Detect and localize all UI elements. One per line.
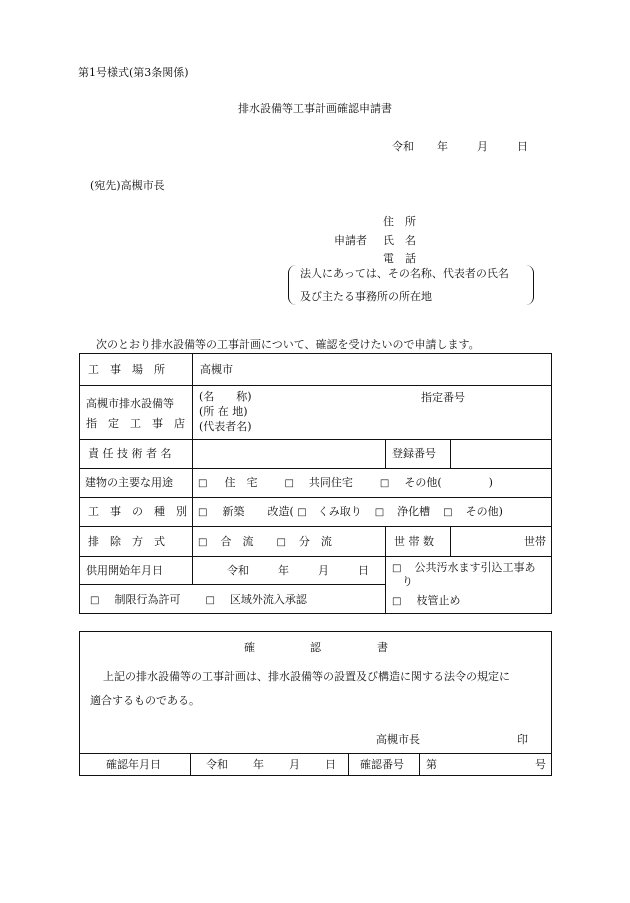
drainage-method-label: 排 除 方 式 bbox=[88, 535, 165, 548]
building-use-options bbox=[198, 476, 493, 491]
checkbox-pit-removal[interactable]: □ bbox=[297, 507, 307, 518]
option-septic-tank: 浄化槽 bbox=[397, 505, 431, 518]
application-date bbox=[392, 140, 528, 154]
public-sewer-line1: 公共汚水ます引込工事あ bbox=[414, 561, 536, 574]
checkbox-apartment[interactable]: □ bbox=[284, 478, 294, 489]
confirm-year: 年 bbox=[253, 758, 264, 771]
contractor-label-line2: 指 定 工 事 店 bbox=[86, 417, 185, 430]
confirm-month: 月 bbox=[289, 758, 300, 771]
confirmation-body-line2: 適合するものである。 bbox=[90, 694, 200, 707]
contractor-rep-field: (代表者名) bbox=[199, 420, 252, 433]
confirmation-title-char1: 確 bbox=[244, 641, 255, 654]
applicant-phone-label: 電 話 bbox=[383, 252, 416, 265]
work-kind-label: 工 事 の 種 別 bbox=[88, 505, 187, 518]
corporate-note-line1: 法人にあっては、その名称、代表者の氏名 bbox=[300, 267, 509, 280]
permits-options bbox=[90, 593, 307, 608]
start-year: 年 bbox=[278, 564, 289, 577]
start-month: 月 bbox=[318, 564, 329, 577]
confirmation-box bbox=[79, 631, 552, 776]
confirm-day: 日 bbox=[325, 758, 336, 771]
drainage-method-options bbox=[198, 535, 332, 550]
service-start-label: 供用開始年月日 bbox=[86, 564, 163, 577]
start-day: 日 bbox=[358, 564, 369, 577]
confirmation-number-label: 確認番号 bbox=[360, 758, 404, 771]
site-label: 工 事 場 所 bbox=[88, 363, 165, 376]
start-era: 令和 bbox=[227, 564, 249, 577]
households-unit: 世帯 bbox=[524, 535, 546, 548]
addressee: (宛先)高槻市長 bbox=[90, 179, 165, 192]
registration-number-label: 登録番号 bbox=[392, 447, 436, 460]
document-title: 排水設備等工事計画確認申請書 bbox=[238, 102, 392, 115]
checkbox-other-use[interactable]: □ bbox=[379, 478, 390, 489]
applicant-address-label: 住 所 bbox=[383, 215, 416, 228]
checkbox-separate[interactable]: □ bbox=[276, 537, 286, 548]
option-remodel: 改造( bbox=[267, 505, 294, 518]
checkbox-other-work[interactable]: □ bbox=[443, 507, 453, 518]
checkbox-house[interactable]: □ bbox=[198, 478, 208, 489]
intro-text: 次のとおり排水設備等の工事計画について、確認を受けたいので申請します。 bbox=[96, 338, 480, 351]
confirm-era: 令和 bbox=[206, 758, 228, 771]
service-start-date bbox=[227, 564, 369, 578]
option-branch-stop: 枝管止め bbox=[416, 594, 461, 607]
checkbox-septic-tank[interactable]: □ bbox=[374, 507, 385, 518]
work-kind-options bbox=[198, 505, 503, 520]
checkbox-branch-stop[interactable]: □ bbox=[392, 596, 402, 607]
option-new-build: 新築 bbox=[222, 505, 245, 518]
confirmation-number-suffix: 号 bbox=[535, 758, 546, 771]
checkbox-public-sewer[interactable]: □ bbox=[392, 563, 402, 574]
checkbox-outside-inflow[interactable]: □ bbox=[205, 595, 215, 606]
checkbox-new-build[interactable]: □ bbox=[198, 507, 208, 518]
contractor-label-line1: 高槻市排水設備等 bbox=[86, 397, 174, 410]
date-month: 月 bbox=[477, 140, 488, 153]
contractor-address-field: (所 在 地) bbox=[199, 405, 248, 418]
site-value: 高槻市 bbox=[200, 363, 233, 376]
option-apartment: 共同住宅 bbox=[308, 476, 353, 489]
application-table bbox=[79, 353, 552, 614]
confirmation-number-prefix: 第 bbox=[426, 758, 437, 771]
date-year: 年 bbox=[437, 140, 448, 153]
applicant-prefix: 申請者 bbox=[334, 234, 367, 247]
checkbox-restriction-permit[interactable]: □ bbox=[90, 595, 100, 606]
option-combined: 合 流 bbox=[220, 535, 254, 548]
contractor-name-field: (名 称) bbox=[199, 390, 252, 403]
designation-number-label: 指定番号 bbox=[421, 391, 465, 404]
option-other-use-close: ) bbox=[488, 476, 493, 489]
option-other-work: その他) bbox=[465, 505, 503, 518]
checkbox-combined[interactable]: □ bbox=[198, 537, 208, 548]
confirmation-body-line1: 上記の排水設備等の工事計画は、排水設備等の設置及び構造に関する法令の規定に bbox=[103, 670, 510, 683]
form-number: 第1号様式(第3条関係) bbox=[78, 66, 189, 79]
date-era: 令和 bbox=[392, 140, 414, 153]
building-use-label: 建物の主要な用途 bbox=[85, 476, 173, 489]
households-label: 世 帯 数 bbox=[394, 535, 434, 548]
engineer-label: 責 任 技 術 者 名 bbox=[88, 447, 172, 460]
option-pit-removal: くみ取り bbox=[317, 505, 362, 518]
option-separate: 分 流 bbox=[298, 535, 332, 548]
confirmation-title-char2: 認 bbox=[310, 641, 321, 654]
confirmation-seal: 印 bbox=[517, 733, 528, 746]
public-sewer-option bbox=[392, 561, 535, 576]
option-outside-inflow: 区域外流入承認 bbox=[229, 593, 307, 606]
option-house: 住 宅 bbox=[224, 476, 258, 489]
branch-stop-option bbox=[392, 594, 460, 609]
public-sewer-line2: り bbox=[402, 575, 413, 588]
corporate-note-line2: 及び主たる事務所の所在地 bbox=[300, 290, 432, 303]
confirmation-mayor: 高槻市長 bbox=[376, 733, 420, 746]
confirmation-date-label: 確認年月日 bbox=[106, 758, 161, 771]
date-day: 日 bbox=[517, 140, 528, 153]
confirmation-date bbox=[206, 758, 336, 772]
confirmation-title-char3: 書 bbox=[377, 641, 388, 654]
option-other-use: その他( bbox=[404, 476, 442, 489]
applicant-name-label: 氏 名 bbox=[383, 234, 416, 247]
option-restriction-permit: 制限行為許可 bbox=[114, 593, 181, 606]
